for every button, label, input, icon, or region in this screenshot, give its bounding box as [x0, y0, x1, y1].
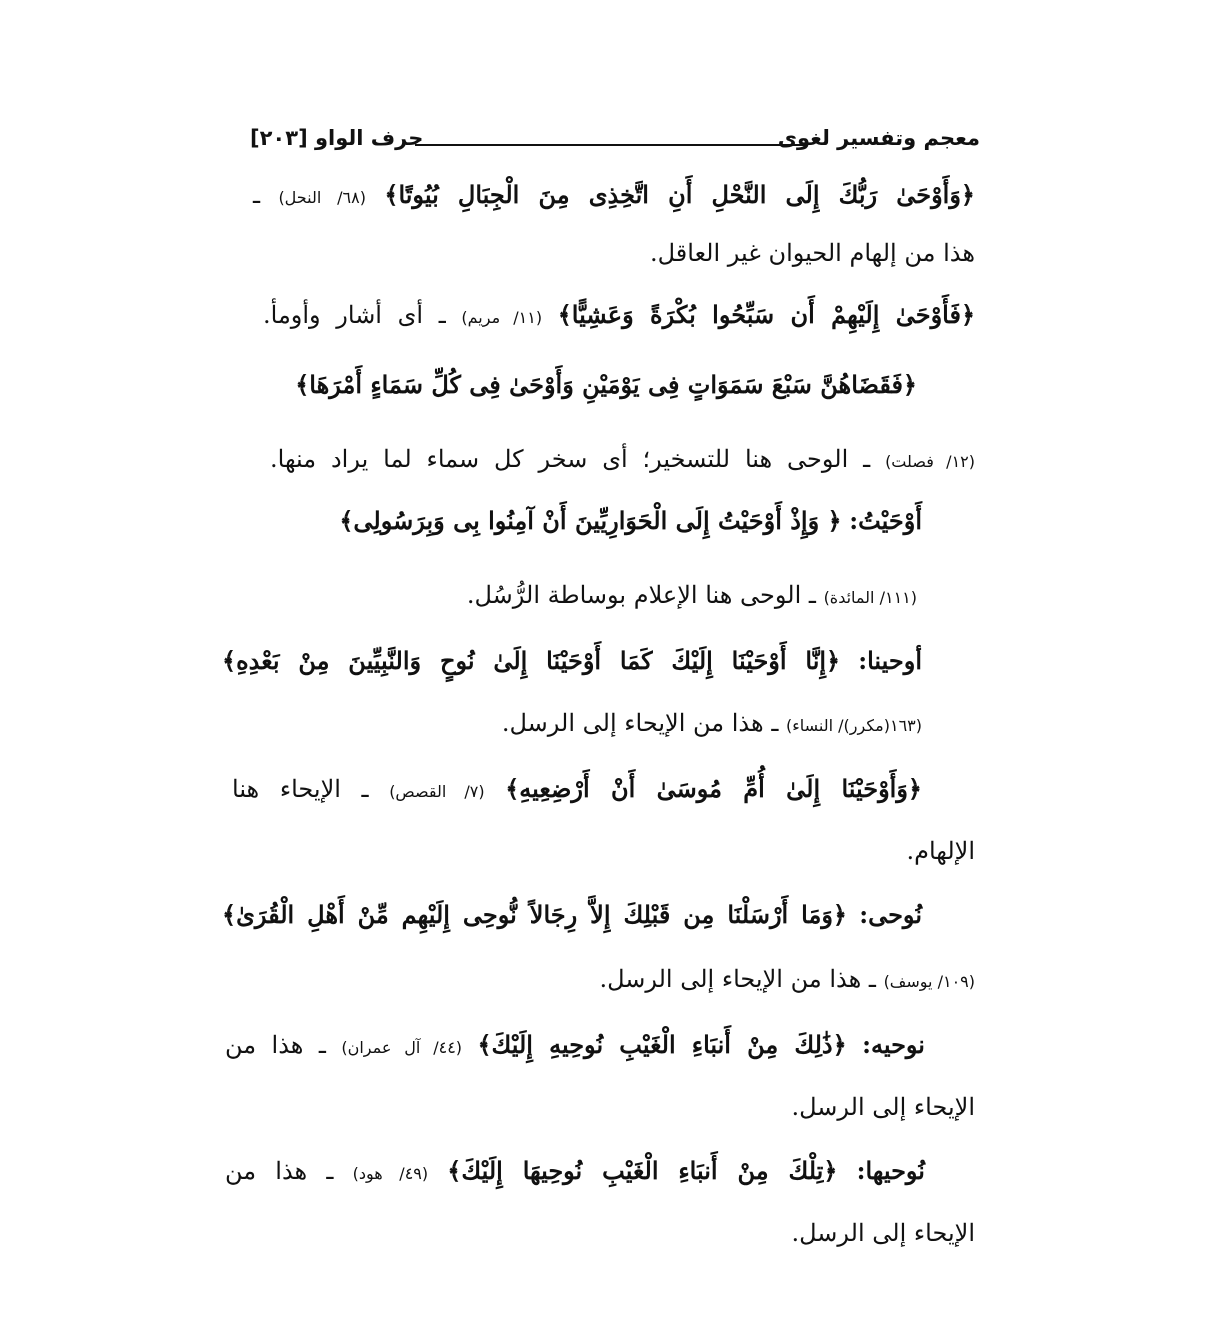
quran-verse: ﴿ وَإِذْ أَوْحَيْتُ إِلَى الْحَوَارِيِّينَ أَنْ آمِنُوا بِى وَبِرَسُولِى﴾ — [339, 506, 842, 535]
verse-reference: (١١١/ المائدة) — [823, 588, 917, 607]
entry-7-line-1 — [222, 896, 922, 934]
explanation-text: هذا من إلهام الحيوان غير العاقل. — [650, 239, 975, 267]
entry-9-line-2 — [791, 1214, 975, 1252]
entry-3-line-2 — [270, 440, 975, 481]
explanation-text: ـ هذا من الإيحاء إلى الرسل. — [501, 709, 779, 737]
entry-6-line-2 — [906, 832, 975, 870]
entry-3-line-1 — [295, 366, 917, 404]
quran-verse: ﴿فَقَضَاهُنَّ سَبْعَ سَمَوَاتٍ فِى يَوْمَيْنِ وَأَوْحَىٰ فِى كُلِّ سَمَاءٍ أَمْرَهَا﴾ — [295, 370, 917, 399]
entry-6-line-1 — [232, 770, 922, 811]
entry-term: أوحينا: — [858, 646, 922, 675]
entry-9-line-1 — [225, 1152, 925, 1193]
quran-verse: ﴿ذَٰلِكَ مِنْ أَنبَاءِ الْغَيْبِ نُوحِيهِ إِلَيْكَ﴾ — [477, 1030, 847, 1059]
explanation-text: ـ هذا من — [225, 1031, 326, 1059]
entry-4-line-1 — [339, 502, 922, 540]
entry-8-line-1 — [225, 1026, 925, 1067]
entry-2-line-1 — [263, 296, 975, 337]
explanation-text: ـ هذا من الإيحاء إلى الرسل. — [599, 965, 876, 993]
entry-term: نُوحيها: — [856, 1156, 925, 1185]
verse-reference: (٦٨/ النحل) — [278, 188, 366, 207]
explanation-text: ـ الوحى هنا للتسخير؛ أى سخر كل سماء لما يراد منها. — [270, 445, 871, 473]
book-title: معجم وتفسير لغوى — [777, 126, 980, 150]
verse-reference: (٧/ القصص) — [389, 782, 485, 801]
explanation-text: ـ هذا من — [225, 1157, 334, 1185]
explanation-text: ـ الوحى هنا الإعلام بوساطة الرُّسُل. — [466, 581, 816, 609]
entry-term: نوحيه: — [862, 1030, 925, 1059]
verse-reference: (١١/ مريم) — [461, 308, 543, 327]
verse-reference: (١٦٣(مكرر)/ النساء) — [785, 716, 922, 735]
chapter-page-number: حرف الواو [٢٠٣] — [250, 126, 424, 150]
entry-5-line-2 — [502, 704, 922, 745]
explanation-text: ـ الإيحاء هنا — [232, 775, 369, 803]
quran-verse: ﴿إِنَّا أَوْحَيْنَا إِلَيْكَ كَمَا أَوْحَيْنَا إِلَىٰ نُوحٍ وَالنَّبِيِّينَ مِنْ بَعْدِهِ﴾ — [222, 646, 841, 675]
entry-5-line-1 — [222, 642, 922, 680]
quran-verse: ﴿وَمَا أَرْسَلْنَا مِن قَبْلِكَ إِلاَّ رِجَالاً نُّوحِى إِلَيْهِم مِّنْ أَهْلِ الْقُرَىٰ﴾ — [222, 900, 847, 929]
entry-7-line-2 — [599, 960, 975, 1001]
verse-reference: (٤٩/ هود) — [352, 1164, 429, 1183]
explanation-text: ـ — [253, 181, 261, 209]
explanation-text: الإيحاء إلى الرسل. — [791, 1093, 975, 1121]
explanation-text: ـ أى أشار وأومأ. — [263, 301, 446, 329]
page-header — [250, 126, 980, 162]
verse-reference: (١٢/ فصلت) — [885, 452, 976, 471]
entry-1-line-2 — [650, 234, 975, 272]
entry-term: نُوحى: — [859, 900, 922, 929]
entry-8-line-2 — [791, 1088, 975, 1126]
entry-4-line-2 — [467, 576, 917, 617]
explanation-text: الإلهام. — [906, 837, 975, 865]
quran-verse: ﴿فَأَوْحَىٰ إِلَيْهِمْ أَن سَبِّحُوا بُكْرَةً وَعَشِيًّا﴾ — [557, 300, 976, 329]
verse-reference: (٤٤/ آل عمران) — [341, 1038, 463, 1057]
explanation-text: الإيحاء إلى الرسل. — [791, 1219, 975, 1247]
quran-verse: ﴿تِلْكَ مِنْ أَنبَاءِ الْغَيْبِ نُوحِيهَا إِلَيْكَ﴾ — [447, 1156, 838, 1185]
header-rule — [415, 144, 808, 146]
entry-1-line-1 — [253, 176, 975, 217]
quran-verse: ﴿وَأَوْحَيْنَا إِلَىٰ أُمِّ مُوسَىٰ أَنْ أَرْضِعِيهِ﴾ — [505, 774, 922, 803]
entry-term: أَوْحَيْتُ: — [849, 506, 922, 535]
quran-verse: ﴿وَأَوْحَىٰ رَبُّكَ إِلَى النَّحْلِ أَنِ اتَّخِذِى مِنَ الْجِبَالِ بُيُوتًا﴾ — [384, 180, 975, 209]
verse-reference: (١٠٩/ يوسف) — [883, 972, 975, 991]
